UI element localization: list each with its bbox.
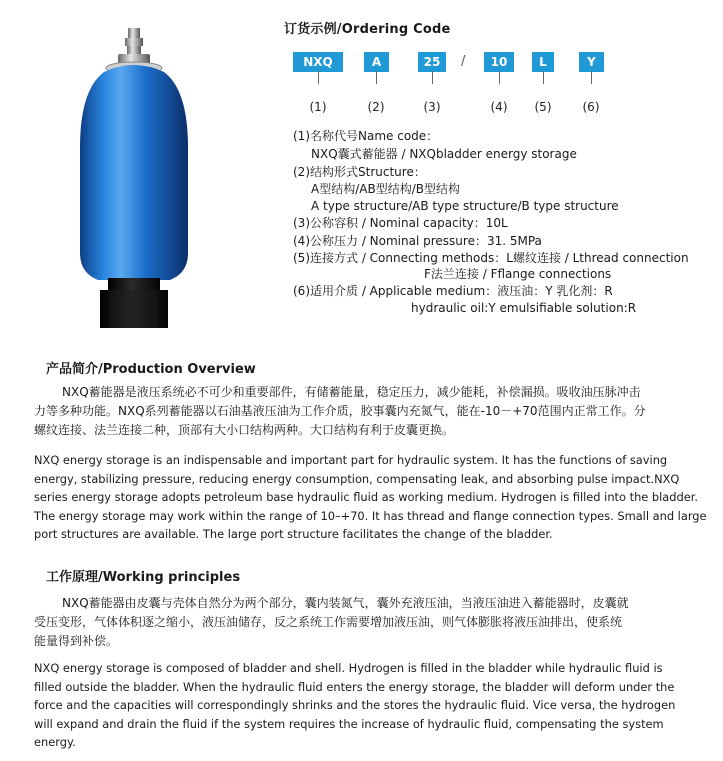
overview-title: 产品简介/Production Overview <box>46 362 256 377</box>
code-box-structure: A <box>364 52 389 72</box>
connector-line <box>543 71 544 84</box>
spec-line: (3)公称容积 / Nominal capacity：10L <box>293 216 508 230</box>
connector-line <box>318 71 319 84</box>
spec-line: A type structure/AB type structure/B type structure <box>311 199 619 213</box>
connector-line <box>499 71 500 84</box>
connector-line <box>432 71 433 84</box>
spec-line: (4)公称压力 / Nominal pressure：31. 5MPa <box>293 234 542 248</box>
spec-line: A型结构/AB型结构/B型结构 <box>311 182 460 196</box>
text-line: NXQ蓄能器由皮囊与壳体自然分为两个部分，囊内装氮气，囊外充液压油，当液压油进入蓄能器时，皮囊就 <box>62 596 629 610</box>
text-line: 螺纹连接、法兰连接二种，顶部有大小口结构两种。大口结构有利于皮囊更换。 <box>34 423 455 437</box>
text-line: 力等多种功能。NXQ系列蓄能器以石油基液压油为工作介质，胶事囊内充氮气，能在-10－+70范围内正常工作。分 <box>34 404 646 418</box>
spec-line: (1)名称代号Name code： <box>293 129 439 143</box>
spec-line: hydraulic oil:Y emulsifiable solution:R <box>411 301 637 315</box>
spec-line: (5)连接方式 / Connecting methods：L螺纹连接 / Lthread connection <box>293 251 689 265</box>
spec-line: (2)结构形式Structure： <box>293 165 426 179</box>
code-box-connection: L <box>532 52 554 72</box>
accumulator-image <box>70 28 200 330</box>
code-separator: / <box>461 54 466 69</box>
code-number-1: (1) <box>309 100 327 114</box>
principles-title: 工作原理/Working principles <box>46 570 241 585</box>
text-line: energy, stabilizing pressure, reducing energy consumption, compensating leak, and absorbing pulse impact.NXQ <box>34 471 680 486</box>
text-line: filled outside the bladder. When the hydraulic fluid enters the energy storage, the bladder will deform under the <box>34 679 675 694</box>
ordering-code-title: 订货示例/Ordering Code <box>284 22 451 37</box>
text-line: port structures are available. The large port structure facilitates the change of the bladder. <box>34 527 553 542</box>
text-line: The energy storage may work within the range of 10–+70. It has thread and flange connection types. Small and large <box>34 508 707 523</box>
text-line: will expand and drain the fluid if the system requires the increase of hydraulic fluid, compensating the system <box>34 716 664 731</box>
spec-line: F法兰连接 / Fflange connections <box>424 267 612 281</box>
text-line: 能量得到补偿。 <box>34 634 119 648</box>
text-line: NXQ energy storage is composed of bladder and shell. Hydrogen is filled in the bladder while hydraulic fluid is <box>34 661 663 675</box>
connector-line <box>591 71 592 84</box>
code-box-capacity: 25 <box>418 52 446 72</box>
code-box-name: NXQ <box>293 52 343 72</box>
code-number-2: (2) <box>367 100 385 114</box>
text-line: 受压变形，气体体积逐之缩小，液压油储存，反之系统工作需要增加液压油，则气体膨胀将液压油排出，使系统 <box>34 615 623 629</box>
text-line: NXQ energy storage is an indispensable and important part for hydraulic system. It has the functions of saving <box>34 453 668 467</box>
spec-line: NXQ囊式蓄能器 / NXQbladder energy storage <box>311 147 577 161</box>
code-number-4: (4) <box>490 100 508 114</box>
text-line: series energy storage adopts petroleum base hydraulic fluid as working medium. Hydrogen is filled into the bladder. <box>34 490 699 505</box>
code-box-medium: Y <box>579 52 604 72</box>
code-number-3: (3) <box>423 100 441 114</box>
principles-en-paragraph <box>34 659 704 752</box>
code-box-pressure: 10 <box>484 52 514 72</box>
code-number-6: (6) <box>582 100 600 114</box>
text-line: force and the capacities will correspondingly shrinks and the stores the hydraulic fluid. Vice versa, the hydrogen <box>34 698 676 713</box>
text-line: energy. <box>34 735 76 750</box>
text-line: NXQ蓄能器是液压系统必不可少和重要部件，有储蓄能量，稳定压力，减少能耗，补偿漏损。吸收油压脉冲击 <box>62 385 641 399</box>
connector-line <box>376 71 377 84</box>
principles-cn-paragraph <box>34 594 704 651</box>
overview-cn-paragraph <box>34 383 704 440</box>
code-number-5: (5) <box>534 100 552 114</box>
overview-en-paragraph <box>34 451 707 544</box>
spec-line: (6)适用介质 / Applicable medium：液压油：Y 乳化剂：R <box>293 284 613 298</box>
